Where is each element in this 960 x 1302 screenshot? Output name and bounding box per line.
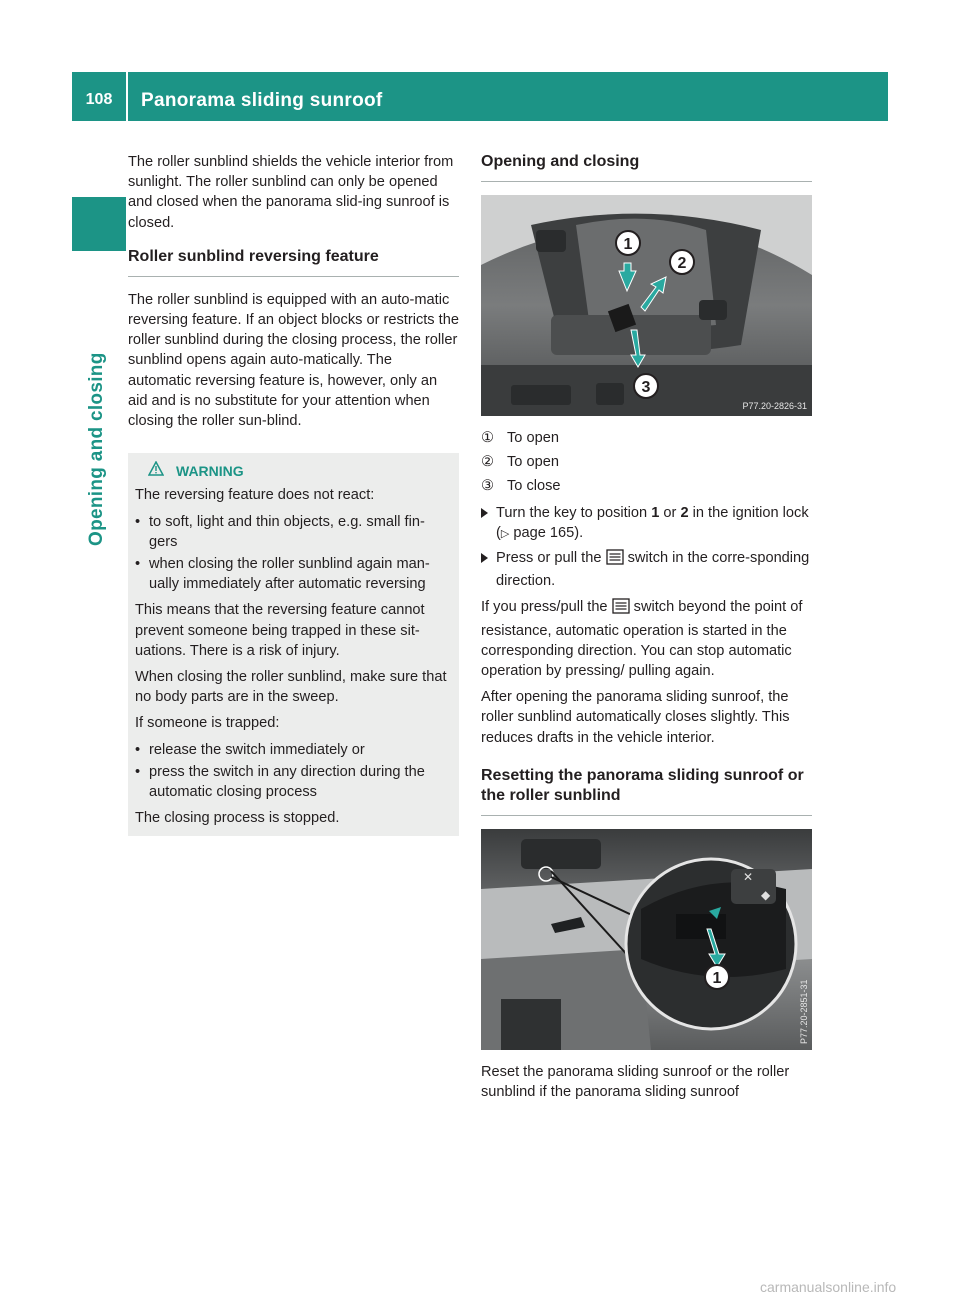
- legend-text: To open: [507, 430, 559, 446]
- legend-number: ③: [481, 478, 495, 495]
- bullet-icon: •: [135, 763, 141, 780]
- warning-bullet: [135, 762, 451, 802]
- warning-bullet: [135, 512, 451, 552]
- intro-paragraph: The roller sunblind shields the vehicle interior from sunlight. The roller sunblind can only be opened and closed when the panorama slid-ing sunroof is closed.: [128, 154, 454, 231]
- switch-icon: [612, 598, 630, 620]
- reset-switch-photo: [481, 829, 812, 1050]
- legend-item: [481, 452, 812, 472]
- svg-text:1: 1: [623, 236, 633, 253]
- bullet-icon: •: [135, 513, 141, 530]
- header-divider: [126, 72, 128, 121]
- right-column: [481, 152, 812, 1108]
- callout-3: [634, 374, 658, 398]
- warning-bullet-text: release the switch immediately or: [149, 741, 365, 758]
- watermark: carmanualsonline.info: [760, 1279, 897, 1295]
- callout-2: [670, 250, 694, 274]
- paragraph-text: switch beyond the point of resistance, automatic operation is started in the corresponding direction. You can stop automatic operation by pressing/ pulling again.: [481, 599, 803, 680]
- instruction-step: [481, 548, 812, 591]
- page-ref-icon: ▷: [500, 527, 510, 540]
- warning-paragraph: When closing the roller sunblind, make sure that no body parts are in the sweep.: [135, 669, 447, 706]
- svg-text:3: 3: [641, 379, 651, 396]
- warning-bullet-text: to soft, light and thin objects, e.g. small fin-gers: [149, 513, 425, 550]
- warning-intro: The reversing feature does not react:: [135, 487, 375, 504]
- step-arrow-icon: [481, 553, 488, 563]
- side-tab-marker: [72, 197, 126, 251]
- position-number: 2: [680, 504, 689, 521]
- warning-box: [128, 453, 459, 836]
- warning-bullet: [135, 740, 451, 760]
- legend: [481, 428, 812, 497]
- section-title-resetting: Resetting the panorama sliding sunroof or the roller sunblind: [481, 766, 812, 816]
- bullet-icon: •: [135, 741, 141, 758]
- warning-heading-text: WARNING: [176, 463, 244, 480]
- step-text: or: [659, 504, 681, 521]
- figure-code: P77.20-2851-31: [799, 979, 809, 1044]
- warning-heading: [135, 461, 451, 481]
- auto-operation-paragraph: [481, 597, 812, 681]
- legend-item: [481, 476, 812, 496]
- switch-icon: [606, 549, 624, 571]
- step-arrow-icon: [481, 508, 488, 518]
- bullet-icon: •: [135, 556, 141, 573]
- step-text: Turn the key to position: [496, 504, 652, 521]
- legend-number: ①: [481, 430, 495, 446]
- warning-paragraph: The closing process is stopped.: [135, 810, 340, 827]
- warning-triangle-icon: [148, 461, 166, 481]
- section-title-reversing: Roller sunblind reversing feature: [128, 247, 459, 277]
- left-column: [128, 152, 459, 836]
- svg-text:1: 1: [712, 969, 722, 987]
- legend-number: ②: [481, 454, 495, 471]
- page-reference[interactable]: page 165).: [509, 524, 584, 541]
- instruction-step: [481, 503, 812, 544]
- legend-text: To open: [507, 454, 559, 471]
- svg-text:◆: ◆: [761, 887, 771, 902]
- warning-paragraph: This means that the reversing feature cannot prevent someone being trapped in these sit-uations. There is a risk of injury.: [135, 602, 425, 659]
- side-tab-label: Opening and closing: [86, 352, 107, 546]
- page-title: Panorama sliding sunroof: [141, 90, 383, 111]
- reset-paragraph: Reset the panorama sliding sunroof or the roller sunblind if the panorama sliding sunroof: [481, 1063, 790, 1101]
- legend-text: To close: [507, 478, 561, 495]
- callout-1: [705, 965, 729, 989]
- overhead-control-photo: [481, 195, 812, 416]
- position-number: 1: [651, 504, 660, 521]
- step-text: switch in the corre-sponding direction.: [496, 550, 810, 590]
- warning-bullet: [135, 554, 451, 594]
- warning-paragraph: If someone is trapped:: [135, 715, 280, 732]
- reversing-paragraph: The roller sunblind is equipped with an auto-matic reversing feature. If an object blocks or restricts the roller sunblind during the closing process, the roller sunblind opens again auto-matically. The automatic reversing feature is, however, only an aid and is no substitute for your attention when closing the roller sun-blind.: [128, 291, 459, 430]
- warning-bullet-text: press the switch in any direction during the automatic closing process: [149, 763, 425, 801]
- callout-1: [616, 231, 640, 255]
- figure-code: P77.20-2826-31: [742, 401, 807, 411]
- sunblind-paragraph: After opening the panorama sliding sunroof, the roller sunblind automatically closes slightly. This reduces drafts in the vehicle interior.: [481, 689, 790, 746]
- step-text: Press or pull the: [496, 550, 606, 567]
- paragraph-text: If you press/pull the: [481, 599, 612, 616]
- page-number: 108: [85, 91, 113, 108]
- section-title-opening: Opening and closing: [481, 152, 812, 182]
- legend-item: [481, 428, 812, 448]
- svg-text:✕: ✕: [743, 869, 754, 884]
- svg-text:2: 2: [677, 255, 687, 272]
- warning-bullet-text: when closing the roller sunblind again man-ually immediately after automatic reversing: [149, 556, 430, 593]
- step-text: in the ignition lock (: [496, 504, 809, 541]
